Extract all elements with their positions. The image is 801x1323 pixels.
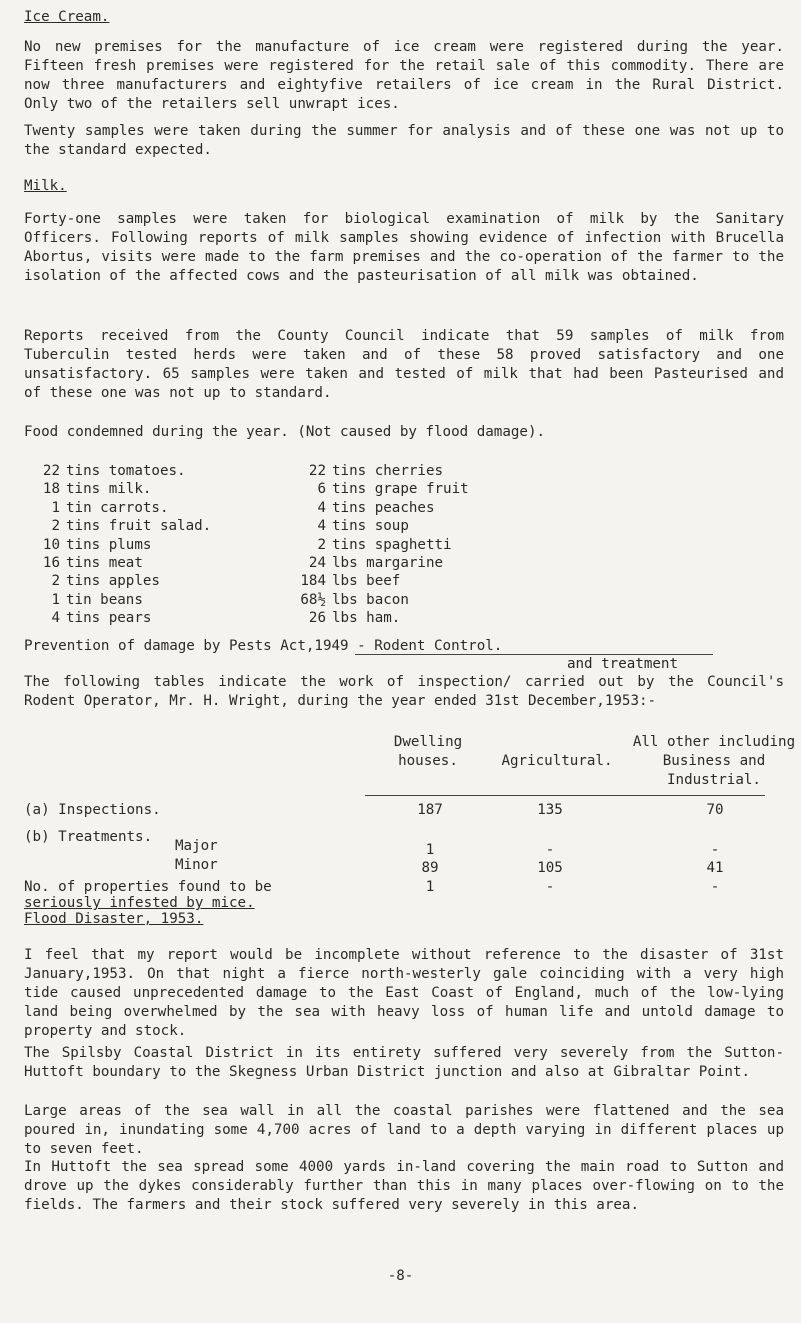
food-condemned-title: Food condemned during the year. (Not caused by flood damage). [24, 424, 546, 440]
food-item: 4 tins peaches [317, 499, 435, 516]
food-item: 6 tins grape fruit [317, 481, 469, 498]
cell-inspections-dwelling: 187 [417, 802, 443, 818]
food-item: 1 tin beans [51, 591, 143, 608]
row-label-treatments: (b) Treatments. [24, 829, 153, 845]
rodent-control-intro: The following tables indicate the work of inspection/ carried out by the Council's Rodent Operator, Mr. H. Wright, during the year ended 31st December,1953:- [24, 674, 784, 709]
page-number: -8- [387, 1268, 414, 1284]
cell-major-agricultural: - [545, 842, 555, 858]
ice-cream-heading: Ice Cream. [24, 9, 110, 25]
cell-major-other: - [710, 842, 720, 858]
row-label-inspections: (a) Inspections. [24, 802, 161, 818]
flood-paragraph-4: In Huttoft the sea spread some 4000 yards in-land covering the main road to Sutton and drove up the dykes considerably further than this in many places over-flowing on to the fields. The farmers and their stock suffered very severely in this area. [24, 1159, 784, 1213]
cell-inspections-agricultural: 135 [537, 802, 563, 818]
milk-heading: Milk. [24, 178, 67, 194]
ice-cream-paragraph-2: Twenty samples were taken during the summer for analysis and of these one was not up to the standard expected. [24, 123, 784, 158]
food-item: 18 tins milk. [42, 481, 152, 498]
cell-minor-dwelling: 89 [421, 860, 439, 876]
rodent-control-title: Prevention of damage by Pests Act,1949 - Rodent Control. [24, 638, 503, 654]
cell-infested-other: - [710, 879, 720, 895]
food-item: 26 lbs ham. [308, 610, 401, 627]
table-header-rule [365, 795, 765, 796]
flood-paragraph-2: The Spilsby Coastal District in its entirety suffered very severely from the Sutton-Huttoft boundary to the Skegness Urban District junction and also at Gibraltar Point. [24, 1045, 784, 1080]
food-item: 4 tins pears [51, 610, 152, 627]
food-item: 10 tins plums [42, 536, 152, 553]
column-header-dwelling: Dwelling houses. [393, 734, 463, 769]
food-item: 16 tins meat [42, 554, 143, 571]
row-label-major: Major [175, 838, 218, 854]
column-header-other: All other including Business and Industrial. [632, 734, 796, 788]
row-label-infested: No. of properties found to be [24, 879, 272, 895]
milk-paragraph-2: Reports received from the County Council indicate that 59 samples of milk from Tuberculin tested herds were taken and of these 58 proved satisfactory and one unsatisfactory. 65 samples were taken and tested of milk that had been Pasteurised and of these one was not up to standard. [24, 328, 784, 401]
cell-infested-dwelling: 1 [425, 879, 435, 895]
cell-major-dwelling: 1 [425, 842, 435, 858]
food-list-right [290, 462, 469, 628]
cell-minor-other: 41 [706, 860, 724, 876]
cell-minor-agricultural: 105 [537, 860, 563, 876]
food-item: 184 lbs beef [300, 573, 401, 590]
food-item: 22 tins tomatoes. [42, 463, 186, 479]
flood-paragraph-3: Large areas of the sea wall in all the coastal parishes were flattened and the sea poured in, inundating some 4,700 acres of land to a depth varying in different places up to seven feet. [24, 1103, 784, 1157]
row-label-minor: Minor [175, 857, 218, 873]
food-item: 24 lbs margarine [308, 554, 444, 571]
cell-infested-agricultural: - [545, 879, 555, 895]
food-item: 22 tins cherries [308, 463, 444, 479]
food-item: 2 tins fruit salad. [51, 518, 212, 535]
row-label-infested-2: seriously infested by mice. [24, 895, 255, 911]
column-header-agricultural: Agricultural. [501, 753, 613, 769]
cell-inspections-other: 70 [706, 802, 724, 818]
flood-disaster-heading: Flood Disaster, 1953. [24, 911, 204, 927]
food-item: 4 tins soup [317, 518, 409, 535]
inserted-amendment: and treatment [355, 654, 713, 674]
milk-paragraph-1: Forty-one samples were taken for biological examination of milk by the Sanitary Officers. Following reports of milk samples showing evidence of infection with Brucella Abortus, visits were made to the farm premises and the co-operation of the farmer to the isolation of the affected cows and the pasteurisation of all milk was obtained. [24, 211, 784, 284]
ice-cream-paragraph-1: No new premises for the manufacture of ice cream were registered during the year. Fifteen fresh premises were registered for the retail sale of this commodity. There are now three manufacturers and eightyfive retailers of ice cream in the Rural District. Only two of the retailers sell unwrapt ices. [24, 39, 784, 112]
food-list-left [24, 462, 211, 628]
flood-paragraph-1: I feel that my report would be incomplete without reference to the disaster of 31st January,1953. On that night a fierce north-westerly gale coinciding with a very high tide caused unprecedented damage to the East Coast of England, much of the low-lying land being overwhelmed by the sea with heavy loss of human life and untold damage to property and stock. [24, 947, 784, 1039]
food-item: 2 tins apples [51, 573, 160, 590]
food-item: 2 tins spaghetti [317, 536, 452, 553]
food-item: 68½ lbs bacon [300, 591, 409, 608]
food-item: 1 tin carrots. [51, 499, 169, 516]
